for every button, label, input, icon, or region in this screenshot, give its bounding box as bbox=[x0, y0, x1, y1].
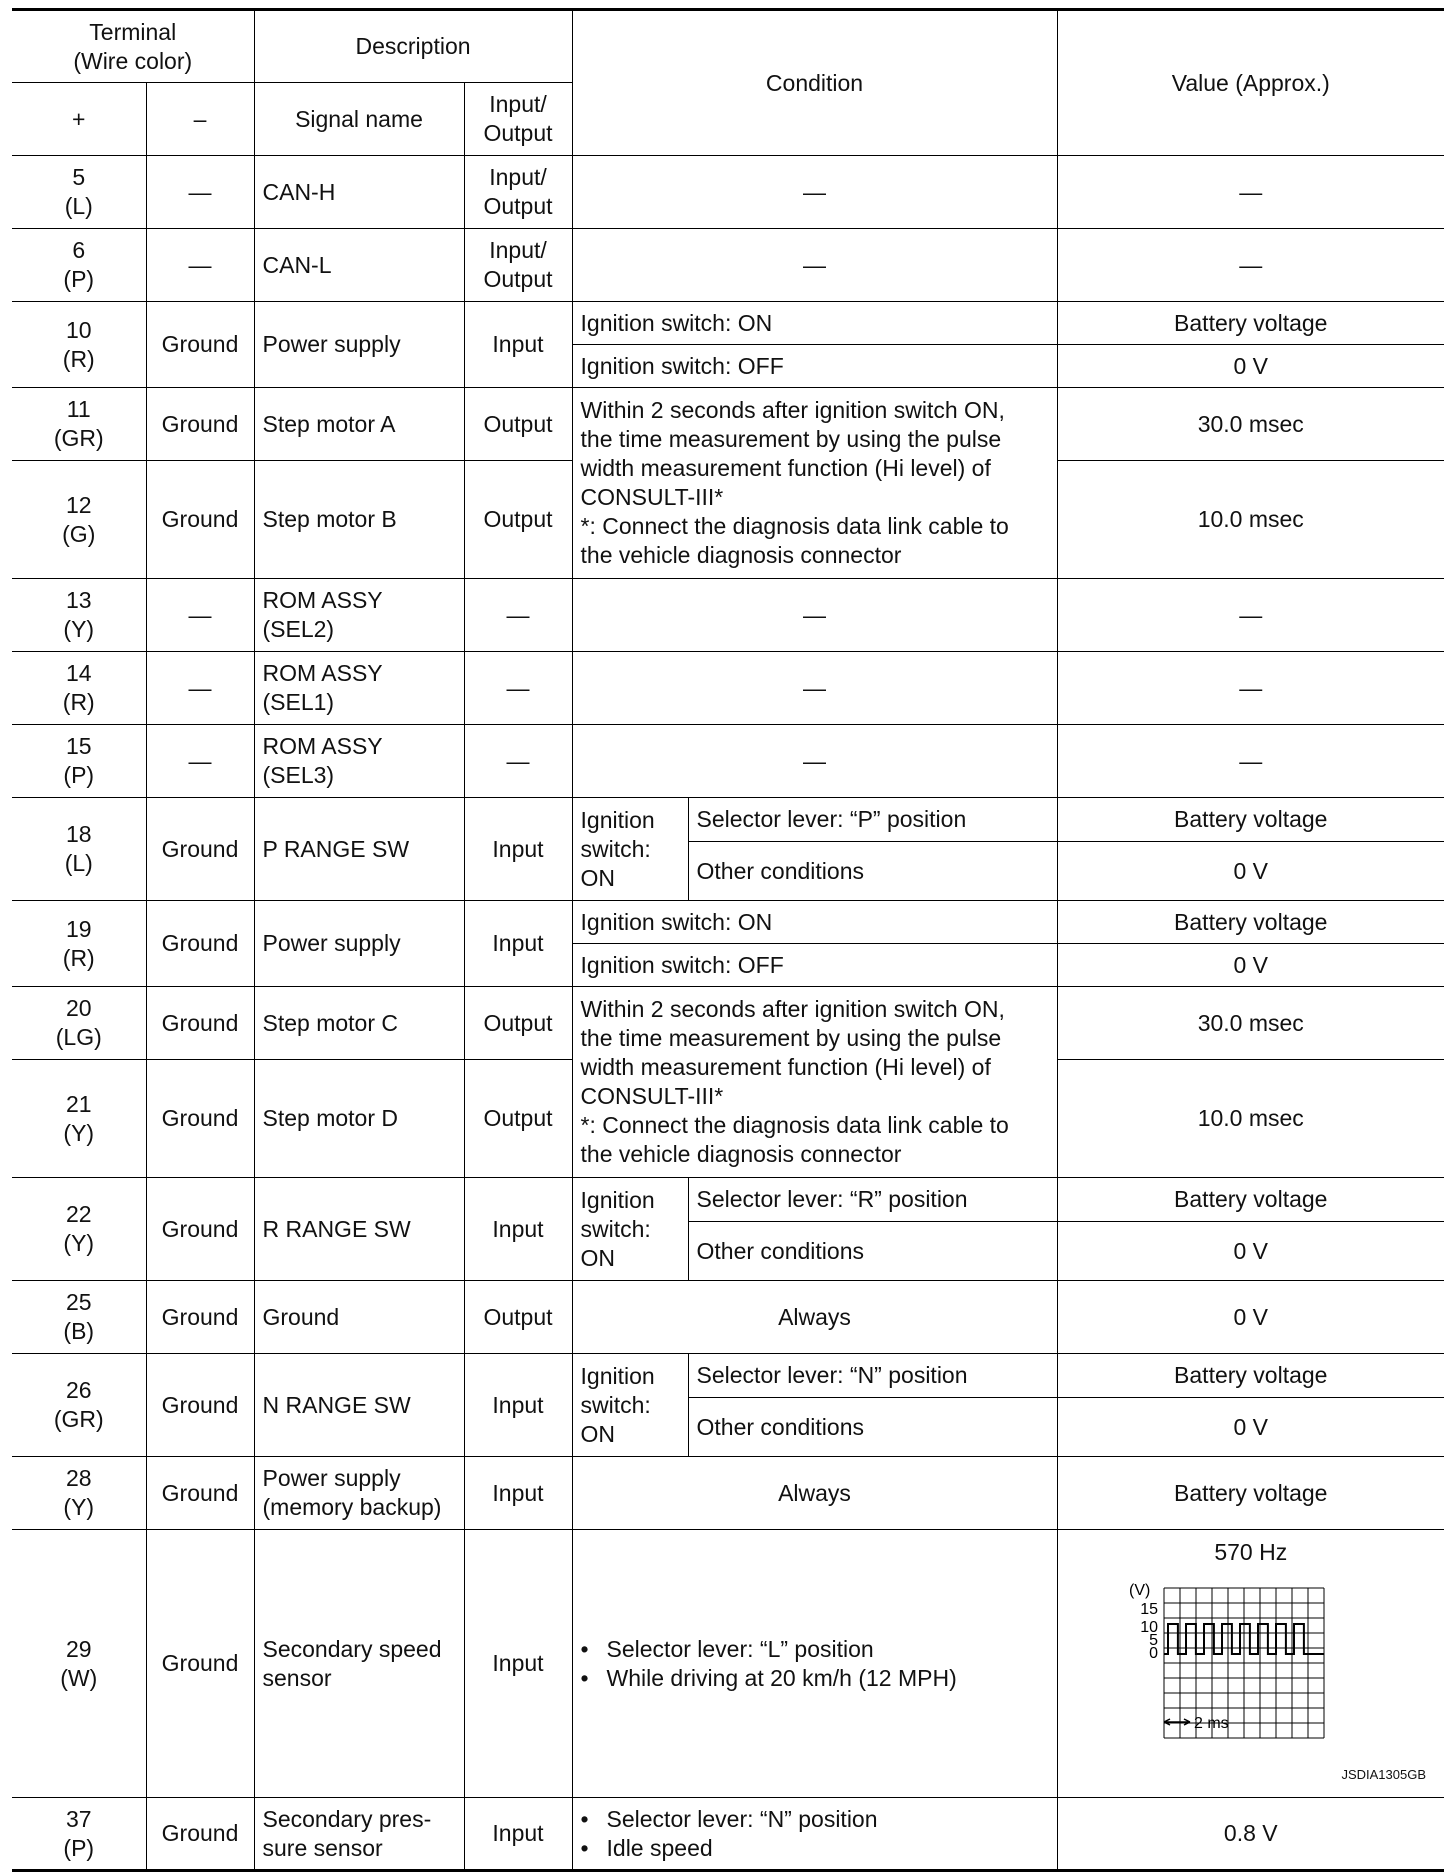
value: 0 V bbox=[1057, 1281, 1444, 1354]
step-motor-condition: Within 2 seconds after ignition switch ON, the time measurement by using the pulse width measurement function (Hi level) of CONSULT-III* *: Connect the diagnosis data link cable to the vehicle diagnosis connector bbox=[572, 987, 1057, 1178]
table-row bbox=[12, 1178, 1444, 1222]
value: Battery voltage bbox=[1057, 1457, 1444, 1530]
value: Battery voltage bbox=[1057, 1178, 1444, 1222]
terminal-minus: — bbox=[146, 652, 254, 725]
signal-name: Step motor A bbox=[254, 388, 464, 461]
condition: Other conditions bbox=[688, 1398, 1057, 1457]
terminal-minus: Ground bbox=[146, 388, 254, 461]
waveform-y-tick: 15 bbox=[1139, 1601, 1158, 1618]
header-value: Value (Approx.) bbox=[1057, 10, 1444, 156]
value: — bbox=[1057, 229, 1444, 302]
signal-name: Power supply bbox=[254, 302, 464, 388]
terminal-plus: 12 (G) bbox=[12, 461, 146, 579]
value: Battery voltage bbox=[1057, 302, 1444, 345]
table-row bbox=[12, 987, 1444, 1060]
table-row bbox=[12, 1354, 1444, 1398]
condition: — bbox=[572, 229, 1057, 302]
terminal-plus: 5 (L) bbox=[12, 156, 146, 229]
time-scale-label: 2 ms bbox=[1193, 1715, 1229, 1732]
header-terminal: Terminal (Wire color) bbox=[12, 10, 254, 83]
waveform-cell bbox=[1057, 1530, 1444, 1798]
terminal-plus: 20 (LG) bbox=[12, 987, 146, 1060]
io-type: Output bbox=[464, 987, 572, 1060]
terminal-minus: Ground bbox=[146, 987, 254, 1060]
io-type: Output bbox=[464, 1281, 572, 1354]
ignition-switch-on-label: Ignition switch: ON bbox=[572, 1178, 688, 1281]
waveform-y-tick: 10 bbox=[1139, 1619, 1158, 1636]
table-row bbox=[12, 579, 1444, 652]
io-type: Input bbox=[464, 1354, 572, 1457]
terminal-plus: 6 (P) bbox=[12, 229, 146, 302]
signal-name: R RANGE SW bbox=[254, 1178, 464, 1281]
terminal-minus: — bbox=[146, 156, 254, 229]
terminal-plus: 18 (L) bbox=[12, 798, 146, 901]
signal-name: ROM ASSY (SEL1) bbox=[254, 652, 464, 725]
header-signal-name: Signal name bbox=[254, 83, 464, 156]
terminal-minus: — bbox=[146, 229, 254, 302]
table-row bbox=[12, 725, 1444, 798]
condition: Always bbox=[572, 1457, 1057, 1530]
terminal-plus: 13 (Y) bbox=[12, 579, 146, 652]
io-type: Input bbox=[464, 901, 572, 987]
terminal-plus: 19 (R) bbox=[12, 901, 146, 987]
value: 10.0 msec bbox=[1057, 461, 1444, 579]
step-motor-condition: Within 2 seconds after ignition switch ON, the time measurement by using the pulse width measurement function (Hi level) of CONSULT-III* *: Connect the diagnosis data link cable to the vehicle diagnosis connector bbox=[572, 388, 1057, 579]
condition: — bbox=[572, 579, 1057, 652]
condition: Ignition switch: OFF bbox=[572, 944, 1057, 987]
table-row bbox=[12, 302, 1444, 345]
terminal-minus: Ground bbox=[146, 798, 254, 901]
figure-id: JSDIA1305GB bbox=[1341, 1767, 1427, 1782]
table-row bbox=[12, 1798, 1444, 1871]
terminal-plus: 25 (B) bbox=[12, 1281, 146, 1354]
io-type: Input bbox=[464, 302, 572, 388]
io-type: Output bbox=[464, 1060, 572, 1178]
terminal-plus: 22 (Y) bbox=[12, 1178, 146, 1281]
io-type: Input bbox=[464, 1798, 572, 1871]
table-row bbox=[12, 1530, 1444, 1798]
signal-name: Secondary speed sensor bbox=[254, 1530, 464, 1798]
terminal-minus: Ground bbox=[146, 1798, 254, 1871]
frequency-value: 570 Hz bbox=[1214, 1539, 1288, 1565]
terminal-minus: Ground bbox=[146, 1457, 254, 1530]
table-row bbox=[12, 156, 1444, 229]
condition: — bbox=[572, 725, 1057, 798]
condition: Ignition switch: OFF bbox=[572, 345, 1057, 388]
condition: — bbox=[572, 156, 1057, 229]
terminal-plus: 15 (P) bbox=[12, 725, 146, 798]
condition: Other conditions bbox=[688, 1222, 1057, 1281]
terminal-minus: Ground bbox=[146, 901, 254, 987]
value: 0 V bbox=[1057, 1222, 1444, 1281]
condition: Ignition switch: ON bbox=[572, 901, 1057, 944]
ignition-switch-on-label: Ignition switch: ON bbox=[572, 798, 688, 901]
value: 0 V bbox=[1057, 345, 1444, 388]
header-minus: – bbox=[146, 83, 254, 156]
value: — bbox=[1057, 579, 1444, 652]
value: 10.0 msec bbox=[1057, 1060, 1444, 1178]
io-type: Output bbox=[464, 388, 572, 461]
table-row bbox=[12, 388, 1444, 461]
value: Battery voltage bbox=[1057, 1354, 1444, 1398]
terminal-plus: 10 (R) bbox=[12, 302, 146, 388]
io-type: — bbox=[464, 579, 572, 652]
value: — bbox=[1057, 725, 1444, 798]
terminal-minus: Ground bbox=[146, 1281, 254, 1354]
io-type: Input/ Output bbox=[464, 229, 572, 302]
signal-name: Step motor B bbox=[254, 461, 464, 579]
header-description: Description bbox=[254, 10, 572, 83]
table-row bbox=[12, 1281, 1444, 1354]
terminal-plus: 21 (Y) bbox=[12, 1060, 146, 1178]
ignition-switch-on-label: Ignition switch: ON bbox=[572, 1354, 688, 1457]
terminal-spec-table bbox=[12, 8, 1444, 1872]
terminal-minus: Ground bbox=[146, 1530, 254, 1798]
signal-name: ROM ASSY (SEL3) bbox=[254, 725, 464, 798]
waveform-y-tick: 0 bbox=[1148, 1645, 1158, 1662]
signal-name: P RANGE SW bbox=[254, 798, 464, 901]
io-type: Input bbox=[464, 1178, 572, 1281]
condition: Selector lever: “P” position bbox=[688, 798, 1057, 842]
signal-name: Step motor C bbox=[254, 987, 464, 1060]
terminal-minus: — bbox=[146, 579, 254, 652]
header-plus: + bbox=[12, 83, 146, 156]
terminal-minus: — bbox=[146, 725, 254, 798]
signal-name: Power supply bbox=[254, 901, 464, 987]
terminal-minus: Ground bbox=[146, 461, 254, 579]
io-type: Input bbox=[464, 1530, 572, 1798]
waveform-y-tick: 5 bbox=[1148, 1632, 1158, 1649]
io-type: Output bbox=[464, 461, 572, 579]
signal-name: Power supply (memory backup) bbox=[254, 1457, 464, 1530]
terminal-plus: 29 (W) bbox=[12, 1530, 146, 1798]
io-type: Input/ Output bbox=[464, 156, 572, 229]
io-type: Input bbox=[464, 798, 572, 901]
oscilloscope-waveform bbox=[1128, 1582, 1368, 1742]
terminal-minus: Ground bbox=[146, 1178, 254, 1281]
signal-name: ROM ASSY (SEL2) bbox=[254, 579, 464, 652]
waveform-unit: (V) bbox=[1128, 1582, 1150, 1599]
value: 30.0 msec bbox=[1057, 987, 1444, 1060]
table-row bbox=[12, 652, 1444, 725]
value: Battery voltage bbox=[1057, 901, 1444, 944]
condition: • Selector lever: “L” position • While driving at 20 km/h (12 MPH) bbox=[572, 1530, 1057, 1798]
terminal-minus: Ground bbox=[146, 302, 254, 388]
value: 0 V bbox=[1057, 1398, 1444, 1457]
signal-name: N RANGE SW bbox=[254, 1354, 464, 1457]
time-scale-arrow bbox=[1164, 1719, 1190, 1725]
terminal-minus: Ground bbox=[146, 1354, 254, 1457]
signal-name: CAN-L bbox=[254, 229, 464, 302]
terminal-plus: 28 (Y) bbox=[12, 1457, 146, 1530]
io-type: Input bbox=[464, 1457, 572, 1530]
value: 30.0 msec bbox=[1057, 388, 1444, 461]
io-type: — bbox=[464, 725, 572, 798]
condition: Always bbox=[572, 1281, 1057, 1354]
condition: Selector lever: “R” position bbox=[688, 1178, 1057, 1222]
condition: Other conditions bbox=[688, 842, 1057, 901]
condition: — bbox=[572, 652, 1057, 725]
condition: Selector lever: “N” position bbox=[688, 1354, 1057, 1398]
terminal-minus: Ground bbox=[146, 1060, 254, 1178]
signal-name: Secondary pres- sure sensor bbox=[254, 1798, 464, 1871]
value: — bbox=[1057, 652, 1444, 725]
waveform-grid bbox=[1164, 1588, 1324, 1738]
terminal-plus: 37 (P) bbox=[12, 1798, 146, 1871]
header-condition: Condition bbox=[572, 10, 1057, 156]
io-type: — bbox=[464, 652, 572, 725]
header-io: Input/ Output bbox=[464, 83, 572, 156]
signal-name: Step motor D bbox=[254, 1060, 464, 1178]
terminal-plus: 14 (R) bbox=[12, 652, 146, 725]
terminal-spec-table-wrapper bbox=[12, 8, 1444, 1872]
value: Battery voltage bbox=[1057, 798, 1444, 842]
table-row bbox=[12, 798, 1444, 842]
signal-name: CAN-H bbox=[254, 156, 464, 229]
table-row bbox=[12, 1457, 1444, 1530]
terminal-plus: 26 (GR) bbox=[12, 1354, 146, 1457]
condition: Ignition switch: ON bbox=[572, 302, 1057, 345]
value: — bbox=[1057, 156, 1444, 229]
value: 0 V bbox=[1057, 944, 1444, 987]
value: 0 V bbox=[1057, 842, 1444, 901]
terminal-plus: 11 (GR) bbox=[12, 388, 146, 461]
table-row bbox=[12, 229, 1444, 302]
header-row-1 bbox=[12, 10, 1444, 83]
table-row bbox=[12, 901, 1444, 944]
value: 0.8 V bbox=[1057, 1798, 1444, 1871]
condition: • Selector lever: “N” position • Idle speed bbox=[572, 1798, 1057, 1871]
signal-name: Ground bbox=[254, 1281, 464, 1354]
